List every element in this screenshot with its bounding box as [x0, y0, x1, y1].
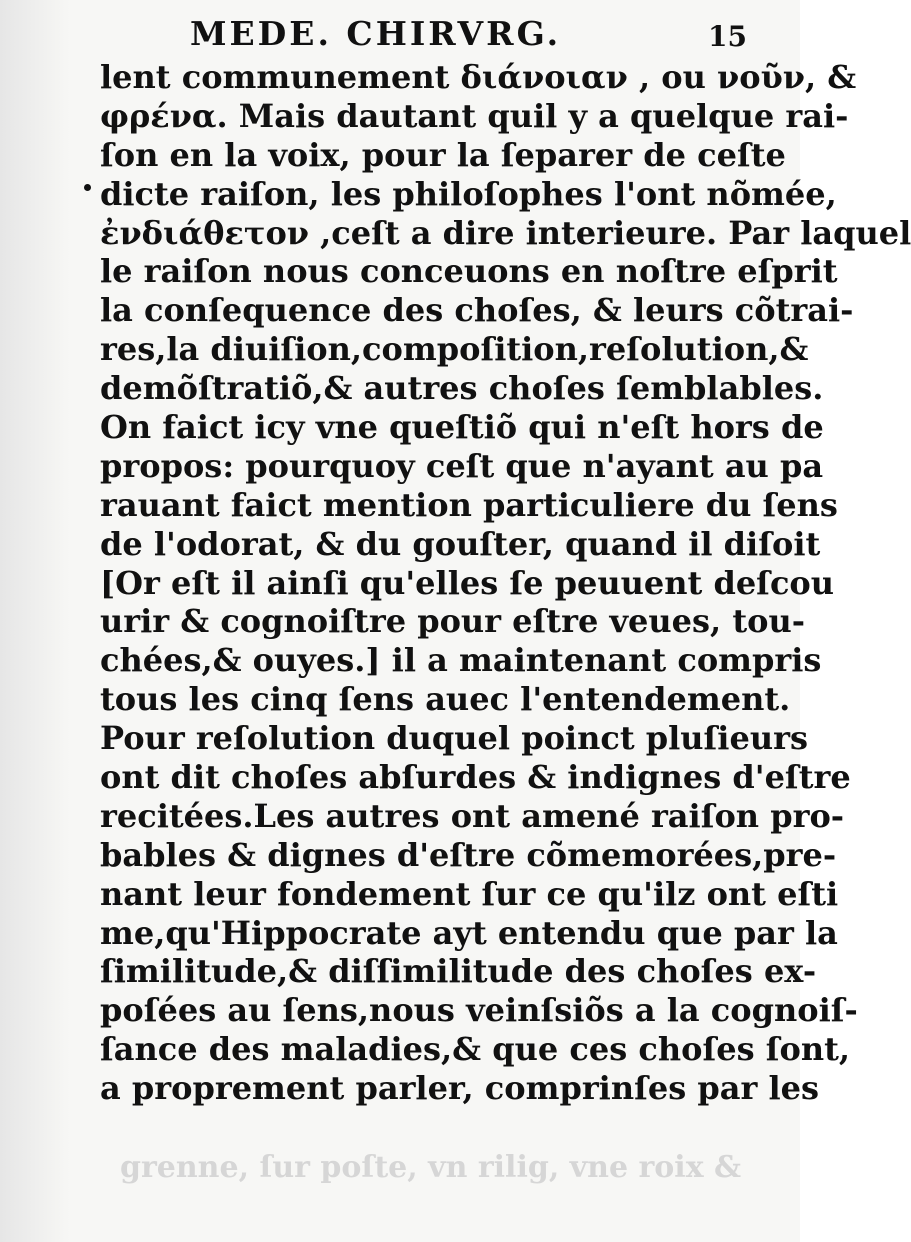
text-line: ſon en la voix, pour la ſeparer de ceſte [100, 135, 786, 174]
text-line: poſées au ſens,nous veinſsiõs a la cognoiſ- [100, 991, 858, 1030]
gutter-shadow [0, 0, 70, 1242]
text-line: On faict icy vne queſtiõ qui n'eſt hors de [100, 408, 824, 447]
page-header [0, 14, 800, 58]
text-line: demõſtratiõ,& autres choſes ſemblables. [100, 369, 824, 408]
text-line: chées,& ouyes.] il a maintenant compris [100, 641, 822, 680]
margin-mark [84, 184, 91, 191]
running-title: MEDE. CHIRVRG. [190, 14, 562, 53]
text-line: ſimilitude,& diſſimilitude des choſes ex- [100, 952, 817, 991]
text-line: lent communement διάνοιαν , ou νοῦν, & [100, 58, 857, 96]
text-line: bables & dignes d'eſtre cõmemorées,pre- [100, 835, 837, 874]
text-line: la conſequence des choſes, & leurs cõtrai- [100, 291, 854, 330]
bleed-through-text: grenne, ſur poſte, vn rilig, vne roix & [120, 1150, 742, 1185]
text-line: urir & cognoiſtre pour eſtre veues, tou- [100, 602, 805, 641]
text-line: ἐνδιάθετον ,ceſt a dire interieure. Par laquel [100, 213, 911, 252]
text-line: ont dit choſes abſurdes & indignes d'eſtre [100, 758, 851, 797]
text-line: tous les cinq ſens auec l'entendement. [100, 680, 791, 719]
text-line: ſance des maladies,& que ces choſes ſont, [100, 1030, 851, 1069]
text-line: recitées.Les autres ont amené raiſon pro- [100, 796, 845, 835]
text-line: Pour reſolution duquel poinct pluſieurs [100, 719, 808, 758]
text-line: φρένα. Mais dautant quil y a quelque rai- [100, 96, 849, 135]
page-number: 15 [708, 20, 747, 53]
text-line: [Or eſt il ainſi qu'elles ſe peuuent deſcou [100, 563, 835, 602]
text-line: a proprement parler, comprinſes par les [100, 1069, 820, 1108]
text-line: de l'odorat, & du gouſter, quand il diſoit [100, 524, 821, 563]
text-line: dicte raiſon, les philoſophes l'ont nõmée, [100, 174, 837, 213]
text-line: nant leur fondement ſur ce qu'ilz ont eſti [100, 874, 839, 913]
text-line: me,qu'Hippocrate ayt entendu que par la [100, 913, 838, 952]
body-text [100, 58, 911, 1108]
text-line: rauant faict mention particuliere du ſens [100, 485, 838, 524]
text-line: propos: pourquoy ceſt que n'ayant au pa [100, 446, 824, 485]
text-line: le raiſon nous conceuons en noſtre eſprit [100, 252, 838, 291]
text-line: res,la diuiſion,compoſition,reſolution,& [100, 330, 809, 369]
